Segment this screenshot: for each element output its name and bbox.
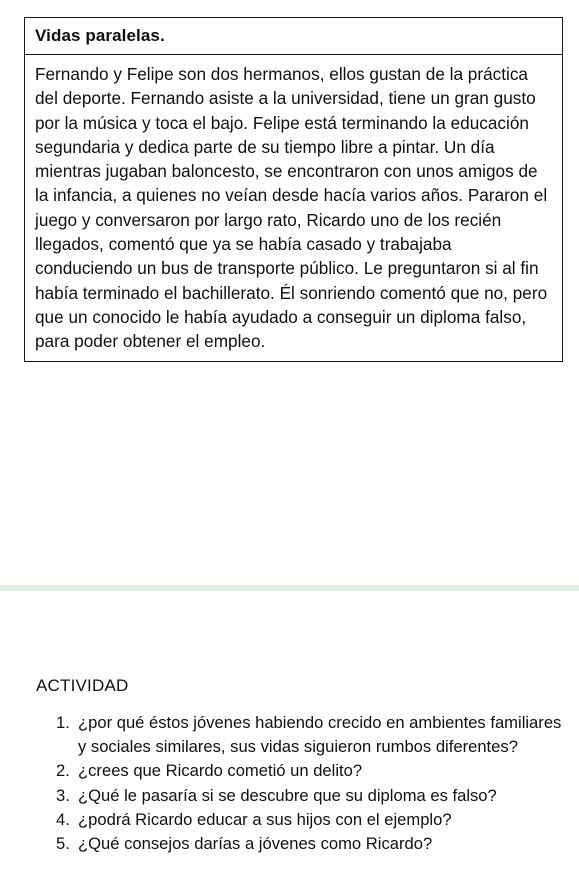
question-number: 2. — [56, 761, 70, 781]
question-text: ¿Qué le pasaría si se descubre que su diploma es falso? — [78, 785, 497, 805]
question-number: 3. — [56, 785, 70, 805]
question-list — [56, 711, 566, 856]
activity-title: ACTIVIDAD — [36, 676, 129, 695]
story-box — [24, 17, 563, 362]
question-number: 1. — [56, 713, 70, 732]
question-item-5 — [56, 832, 566, 856]
question-number: 4. — [56, 809, 70, 829]
question-text: ¿por qué éstos jóvenes habiendo crecido en ambientes familiares y sociales similares, sus vidas siguieron rumbos diferentes? — [78, 713, 562, 757]
question-item-3 — [56, 784, 566, 808]
question-text: ¿Qué consejos darías a jóvenes como Ricardo? — [78, 834, 433, 854]
question-text: ¿crees que Ricardo cometió un delito? — [78, 761, 363, 781]
question-text: ¿podrá Ricardo educar a sus hijos con el ejemplo? — [78, 809, 452, 829]
question-item-2 — [56, 759, 566, 783]
section-separator — [0, 585, 579, 591]
question-item-1 — [56, 711, 566, 759]
story-body: Fernando y Felipe son dos hermanos, ellos gustan de la práctica del deporte. Fernando asiste a la universidad, tiene un gran gusto por la música y toca el bajo. Felipe está terminando la educación segundaria y dedica parte de su tiempo libre a pintar. Un día mientras jugaban baloncesto, se encontraron con unos amigos de la infancia, a quienes no veían desde hacía varios años. Pararon el juego y conversaron por largo rato, Ricardo uno de los recién llegados, comentó que ya se había casado y trabajaba conduciendo un bus de transporte público. Le preguntaron si al fin había terminado el bachillerato. Él sonriendo comentó que no, pero que un conocido le había ayudado a conseguir un diploma falso, para poder obtener el empleo. — [35, 64, 548, 352]
question-item-4 — [56, 808, 566, 832]
story-title: Vidas paralelas. — [25, 18, 562, 55]
question-number: 5. — [56, 834, 70, 854]
